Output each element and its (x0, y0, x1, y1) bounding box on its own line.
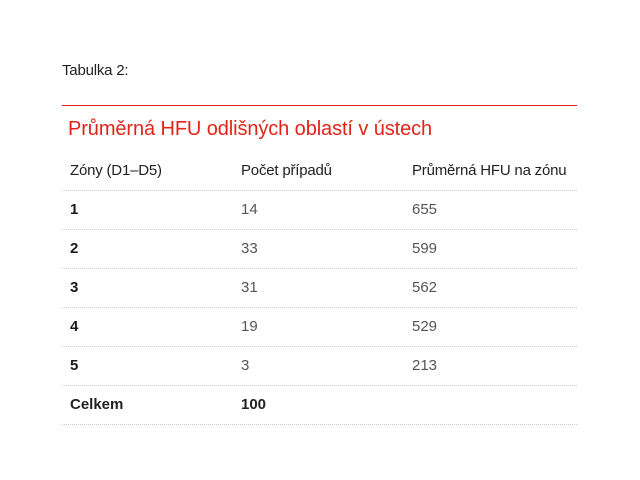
title-divider (62, 105, 577, 106)
hfu-cell: 655 (412, 201, 438, 218)
table-caption-label: Tabulka 2: (62, 62, 129, 79)
table-header-row (62, 152, 577, 191)
cases-cell: 19 (241, 318, 258, 335)
table-row (62, 230, 577, 269)
cases-cell: 33 (241, 240, 258, 257)
table-row (62, 308, 577, 347)
cases-cell: 31 (241, 279, 258, 296)
zone-cell: 4 (70, 318, 79, 335)
table-title: Průměrná HFU odlišných oblastí v ústech (68, 118, 433, 140)
zone-cell: 2 (70, 240, 79, 257)
hfu-cell: 562 (412, 279, 438, 296)
table-row (62, 269, 577, 308)
total-cases: 100 (241, 396, 267, 413)
column-header-cases: Počet případů (241, 162, 332, 179)
column-header-hfu: Průměrná HFU na zónu (412, 162, 567, 179)
cases-cell: 3 (241, 357, 250, 374)
hfu-cell: 529 (412, 318, 438, 335)
table-total-row (62, 386, 577, 425)
hfu-cell: 213 (412, 357, 438, 374)
zone-cell: 5 (70, 357, 79, 374)
zone-cell: 3 (70, 279, 79, 296)
table-row (62, 191, 577, 230)
hfu-table (62, 152, 577, 425)
total-label: Celkem (70, 396, 124, 413)
hfu-cell: 599 (412, 240, 438, 257)
table-row (62, 347, 577, 386)
cases-cell: 14 (241, 201, 258, 218)
column-header-zones: Zóny (D1–D5) (70, 162, 162, 179)
zone-cell: 1 (70, 201, 79, 218)
